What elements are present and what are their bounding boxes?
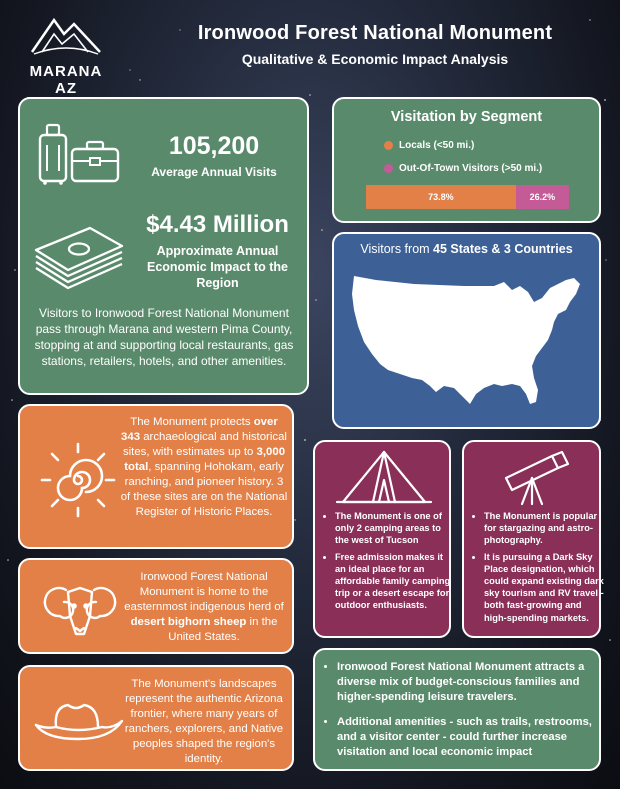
camping-bullets bbox=[323, 510, 455, 616]
bighorn-species: desert bighorn sheep bbox=[130, 616, 247, 628]
camping-card bbox=[313, 440, 451, 638]
archaeology-sites-count: over 343 bbox=[121, 416, 278, 443]
cowboy-hat-icon bbox=[32, 697, 126, 747]
archaeology-card bbox=[18, 404, 294, 549]
bighorn-text bbox=[124, 570, 284, 645]
archaeology-text-2: archaeological and historical sites, with estimates up to bbox=[122, 431, 287, 458]
bighorn-text-1: Ironwood Forest National Monument is home to the easternmost indigenous herd of bbox=[124, 571, 284, 613]
segment-bar-out-of-town-label: 26.2% bbox=[529, 192, 556, 202]
segment-title: Visitation by Segment bbox=[390, 109, 543, 125]
map-title-highlight: 45 States & 3 Countries bbox=[433, 242, 573, 256]
camping-bullet: • Free admission makes it an ideal place for an affordable family camping trip or a desert escape for outdoor enthusiasts. bbox=[335, 551, 455, 612]
legend-locals bbox=[384, 140, 474, 151]
legend-out-of-town-swatch bbox=[384, 164, 393, 173]
luggage-icon bbox=[36, 121, 124, 185]
landscape-card bbox=[18, 665, 294, 771]
mountain-logo-icon bbox=[28, 12, 104, 56]
segment-bar-out-of-town bbox=[516, 185, 569, 209]
sun-spiral-icon bbox=[38, 440, 118, 520]
annual-visits-label: Average Annual Visits bbox=[151, 165, 277, 179]
archaeology-text-3: , spanning Hohokam, early ranching, and pioneer history. 3 of these sites are on the National Register of Historic Places. bbox=[120, 461, 288, 518]
visitors-spending-text: Visitors to Ironwood Forest National Monument pass through Marana and western Pima County, stopping at and supporting local restaurants, gas stations, retailers, hotels, and other amenities. bbox=[34, 306, 294, 368]
bighorn-card bbox=[18, 558, 294, 654]
stargazing-card bbox=[462, 440, 604, 638]
page-subtitle: Qualitative & Economic Impact Analysis bbox=[241, 51, 509, 67]
segment-bar-locals-label: 73.8% bbox=[428, 192, 454, 202]
map-title-prefix: Visitors from bbox=[360, 242, 434, 256]
summary-card bbox=[313, 648, 601, 771]
page-title: Ironwood Forest National Monument bbox=[197, 22, 553, 44]
legend-out-of-town bbox=[384, 163, 542, 174]
legend-out-of-town-label: Out-Of-Town Visitors (>50 mi.) bbox=[399, 163, 543, 174]
stargazing-bullet: • It is pursuing a Dark Sky Place designation, which could expand existing dark sky tourism and RV travel - both fast-growing and high-spending markets. bbox=[484, 551, 606, 624]
logo-brand: MARANA AZ bbox=[29, 63, 103, 97]
usa-map-icon bbox=[344, 266, 592, 422]
stargazing-bullets bbox=[472, 510, 606, 628]
map-title bbox=[334, 242, 599, 256]
visitation-segment-card bbox=[332, 97, 601, 223]
visitors-map-card bbox=[332, 232, 601, 429]
bighorn-text-2: in the United States. bbox=[168, 616, 278, 643]
ram-head-icon bbox=[42, 576, 118, 642]
legend-locals-swatch bbox=[384, 141, 393, 150]
economic-card bbox=[18, 97, 309, 395]
archaeology-text bbox=[120, 415, 288, 520]
landscape-text: The Monument's landscapes represent the authentic Arizona frontier, where many years of ranchers, explorers, and Native peoples shaped the region's identity. bbox=[124, 678, 284, 765]
telescope-icon bbox=[500, 448, 570, 506]
archaeology-text-1: The Monument protects bbox=[130, 416, 254, 428]
stargazing-bullet: • The Monument is popular for stargazing and astro-photography. bbox=[484, 510, 606, 547]
legend-locals-label: Locals (<50 mi.) bbox=[399, 140, 475, 151]
segment-bar bbox=[366, 185, 569, 209]
money-stack-icon bbox=[30, 216, 128, 292]
archaeology-total-estimate: 3,000 total bbox=[124, 446, 286, 473]
segment-bar-locals bbox=[366, 185, 516, 209]
summary-bullet: • Additional amenities - such as trails, restrooms, and a visitor center - could further increase visitation and local economic impact bbox=[337, 715, 605, 760]
annual-visits-value: 105,200 bbox=[168, 132, 260, 160]
camping-bullet: • The Monument is one of only 2 camping areas to the west of Tucson bbox=[335, 510, 455, 547]
tent-icon bbox=[335, 448, 433, 506]
economic-impact-value: $4.43 Million bbox=[146, 211, 289, 238]
summary-bullets bbox=[325, 660, 605, 770]
economic-impact-label: Approximate Annual Economic Impact to the Region bbox=[147, 244, 288, 290]
summary-bullet: • Ironwood Forest National Monument attracts a diverse mix of budget-conscious families and higher-spending leisure travelers. bbox=[337, 660, 605, 705]
